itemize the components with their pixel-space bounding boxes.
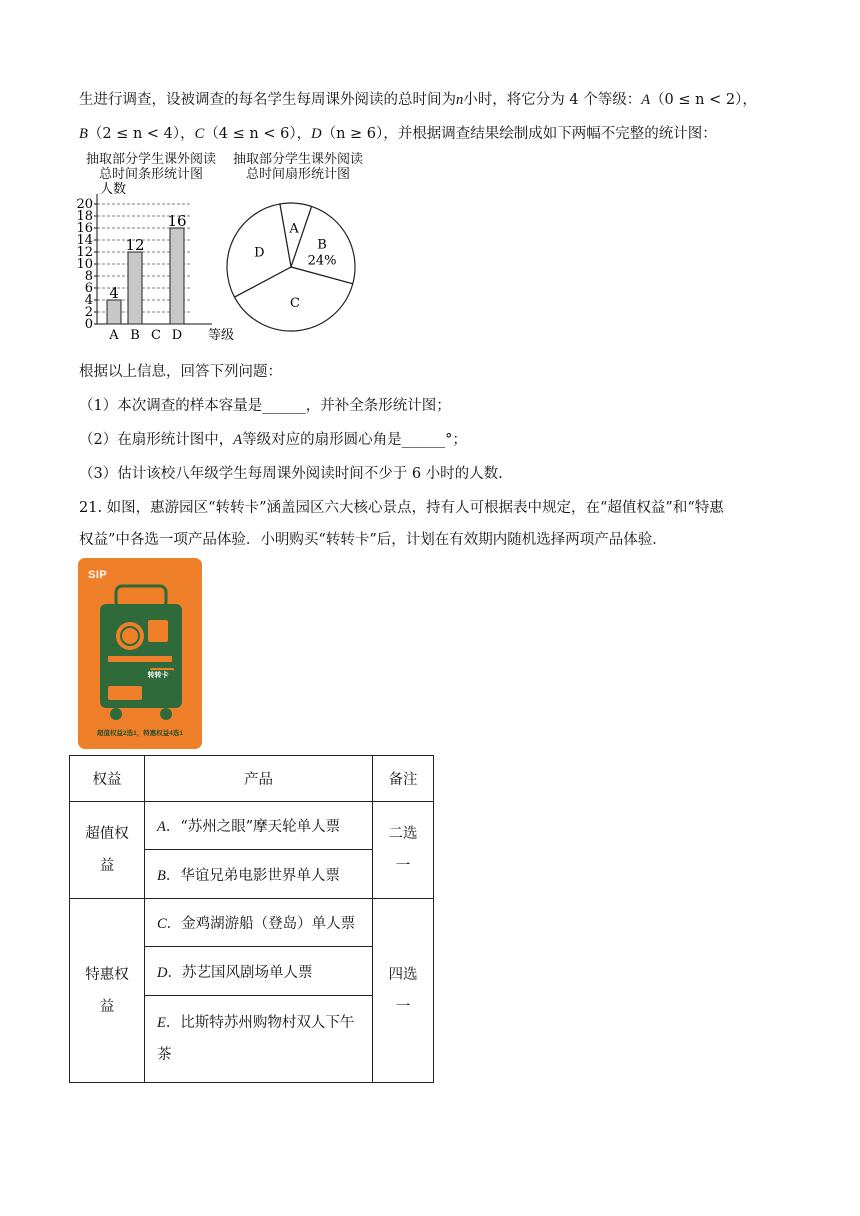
card-illustration [78,558,202,749]
table-header-row [70,756,434,802]
x-tick-label: A [109,328,119,343]
header-equity: 权益 [70,756,145,802]
header-product: 产品 [145,756,373,802]
group-name-line2: 益 [99,858,115,874]
grade-B: B [79,126,88,142]
group-super-value [70,802,145,899]
pie-slice-label: D [254,245,265,261]
product-E [145,996,373,1083]
note-line2: 一 [395,998,411,1015]
product-B [145,850,373,899]
y-tick-label: 14 [76,233,93,248]
grade-A: A [233,432,243,448]
pie-chart-title-line1: 抽取部分学生课外阅读 [232,152,363,167]
bar [128,252,142,324]
product-A [145,802,373,850]
grade-C: C [194,126,205,142]
bar-chart-title-line2: 总时间条形统计图 [98,167,203,182]
product-letter: D [157,964,168,981]
intro-text: 小时，将它分为 4 个等级： [463,92,642,108]
x-tick-label: B [130,328,140,343]
product-letter: C [157,916,167,932]
y-tick-label: 20 [76,197,93,212]
intro-line-1 [79,88,757,109]
pie-slice-label: A [289,221,299,237]
pie-slice-label: C [289,295,300,311]
zhuanzhuan-card-image [78,558,202,749]
pie-chart-title-line2: 总时间扇形统计图 [245,167,350,182]
y-tick-label: 10 [76,257,93,272]
product-C [145,899,373,947]
question-2 [79,428,467,449]
intro-text: 生进行调查，设被调查的每名学生每周课外阅读的总时间为 [79,92,456,108]
table-row [70,899,434,947]
y-tick-label: 6 [84,281,93,296]
pie-slice-label: B [317,237,327,253]
y-tick-label: 8 [84,269,93,284]
note-line1: 二选 [388,826,418,842]
bar-chart [70,178,235,346]
pie-chart-title [224,152,372,182]
bar-data-label: 12 [125,236,145,254]
range-D: （n ≥ 6）， [321,126,398,142]
product-text-line2: 茶 [157,1047,172,1063]
card-banner-text: 转转卡 [147,672,169,679]
range-A: （0 ≤ n < 2）， [650,92,757,108]
grade-A: A [641,92,651,108]
pie-slice-percent: 24% [307,253,337,269]
sip-logo: SIP [88,569,108,581]
y-tick-label: 12 [76,245,93,260]
product-letter: B [157,867,166,884]
card-footer-text: 超值权益2选1，特惠权益4选1 [97,730,183,737]
y-tick-label: 0 [84,317,93,332]
grade-D: D [311,126,322,142]
bar [107,300,121,324]
x-axis-label: 等级 [208,328,235,343]
pie-chart [220,196,362,338]
bar-chart-title-line1: 抽取部分学生课外阅读 [85,152,216,167]
product-letter: A [157,819,166,835]
range-C: （4 ≤ n < 6）， [204,126,312,142]
note-line1: 四选 [388,966,418,983]
variable-n: n [456,92,464,108]
product-text: ．华谊兄弟电影世界单人票 [165,867,340,884]
problem-21-line1: 21. 如图，惠游园区“转转卡”涵盖园区六大核心景点，持有人可根据表中规定，在“超值权益”和“特惠 [79,500,724,516]
question-3: （3）估计该校八年级学生每周课外阅读时间不少于 6 小时的人数. [79,466,503,482]
intro-text: 并根据调查结果绘制成如下两幅不完整的统计图： [397,126,717,142]
table-row [70,802,434,850]
y-axis-label: 人数 [100,182,127,197]
note-line2: 一 [395,858,411,874]
note-choose-1-of-4 [373,899,434,1083]
product-letter: E [157,1015,166,1031]
y-tick-label: 2 [84,305,93,320]
bar-data-label: 4 [109,284,119,302]
y-tick-label: 18 [76,209,93,224]
product-text: ．苏艺国风剧场单人票 [167,964,313,981]
questions-lead: 根据以上信息，回答下列问题： [79,364,282,380]
bar-data-label: 16 [167,212,187,230]
question-1: （1）本次调查的样本容量是______，并补全条形统计图； [79,398,451,414]
problem-21-line2: 权益”中各选一项产品体验．小明购买“转转卡”后，计划在有效期内随机选择两项产品体验． [79,532,667,548]
bar [170,228,184,324]
product-D [145,947,373,996]
x-tick-label: C [151,328,161,343]
group-name-line2: 益 [99,998,115,1015]
question-2-text: （2）在扇形统计图中， [79,432,234,448]
x-tick-label: D [171,328,183,343]
y-tick-label: 16 [76,221,93,236]
range-B: （2 ≤ n < 4）， [87,126,195,142]
header-note: 备注 [373,756,434,802]
group-name-line1: 特惠权 [85,966,129,983]
group-special-value [70,899,145,1083]
product-text: ．比斯特苏州购物村双人下午 [165,1015,355,1031]
equity-table [69,755,434,1083]
product-text: ．金鸡湖游船（登岛）单人票 [166,916,356,932]
y-tick-label: 4 [84,293,93,308]
group-name-line1: 超值权 [85,826,129,842]
question-2-text: 等级对应的扇形圆心角是______°； [242,432,467,448]
product-text: ．“苏州之眼”摩天轮单人票 [165,819,341,835]
note-choose-1-of-2 [373,802,434,899]
intro-line-2 [79,122,717,143]
